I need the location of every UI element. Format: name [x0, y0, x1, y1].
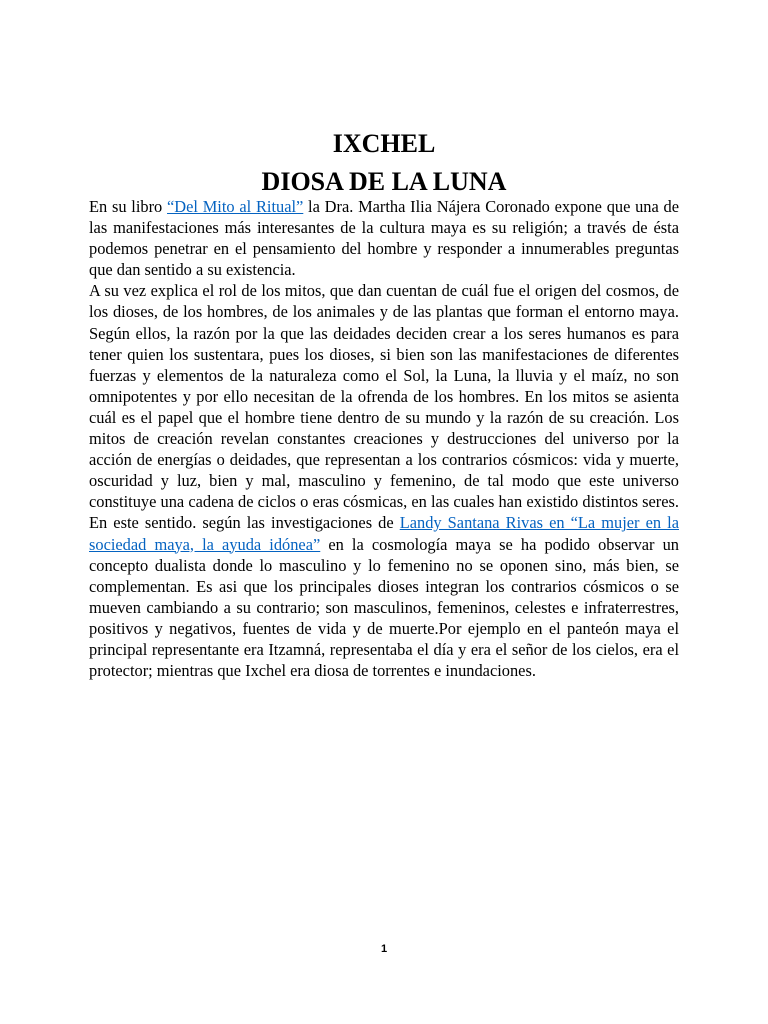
paragraph-intro: [89, 196, 679, 280]
research-link-landy-santana-rivas[interactable]: Landy Santana Rivas en “La mujer en la sociedad maya, la ayuda idónea”: [89, 513, 679, 554]
paragraph-myths: [89, 280, 679, 681]
paragraph-intro-text-end: la Dra. Martha Ilia Nájera Coronado expone que una de las manifestaciones más interesantes de la cultura maya es su religión; a través de ésta podemos penetrar en el pensamiento del hombre y responder a innumerables preguntas que dan sentido a su existencia.: [89, 197, 680, 280]
paragraph-myths-text-end: en la cosmología maya se ha podido observar un concepto dualista donde lo masculino y lo femenino no se oponen sino, más bien, se complementan. Es asi que los principales dioses integran los contrarios cósmicos o se mueven cambiando a su contrario; son masculinos, femeninos, celestes e infraterrestres, positivos y negativos, fuentes de vida y de muerte.Por ejemplo en el panteón maya el principal representante era Itzamná, representaba el día y era el señor de los cielos, era el protector; mientras que Ixchel era diosa de torrentes e inundaciones.: [89, 534, 679, 681]
document-body: [89, 196, 679, 681]
book-link-del-mito-al-ritual[interactable]: “Del Mito al Ritual”: [167, 197, 304, 216]
page-number: 1: [380, 943, 388, 955]
paragraph-intro-text-start: En su libro: [89, 197, 168, 216]
paragraph-myths-text-start: A su vez explica el rol de los mitos, que dan cuentan de cuál fue el origen del cosmos, de los dioses, de los hombres, de los animales y de las plantas que forman el entorno maya. Según ellos, la razón por la que las deidades deciden crear a los seres humanos es para tener quien los sustentara, pues los dioses, si bien son las manifestaciones de diferentes fuerzas y elementos de la naturaleza como el Sol, la Luna, la lluvia y el maíz, no son omnipotentes y por ello necesitan de la ofrenda de los hombres. En los mitos se asienta cuál es el papel que el hombre tiene dentro de su mundo y la razón de su creación. Los mitos de creación revelan constantes creaciones y destrucciones del universo por la acción de energías o deidades, que representan a los contrarios cósmicos: vida y muerte, oscuridad y luz, bien y mal, masculino y femenino, de tal modo que este universo constituye una cadena de ciclos o eras cósmicas, en las cuales han existido distintos seres. En este sentido. según las investigaciones de: [89, 281, 679, 533]
document-title: IXCHEL: [332, 129, 436, 158]
document-subtitle: DIOSA DE LA LUNA: [261, 167, 507, 196]
